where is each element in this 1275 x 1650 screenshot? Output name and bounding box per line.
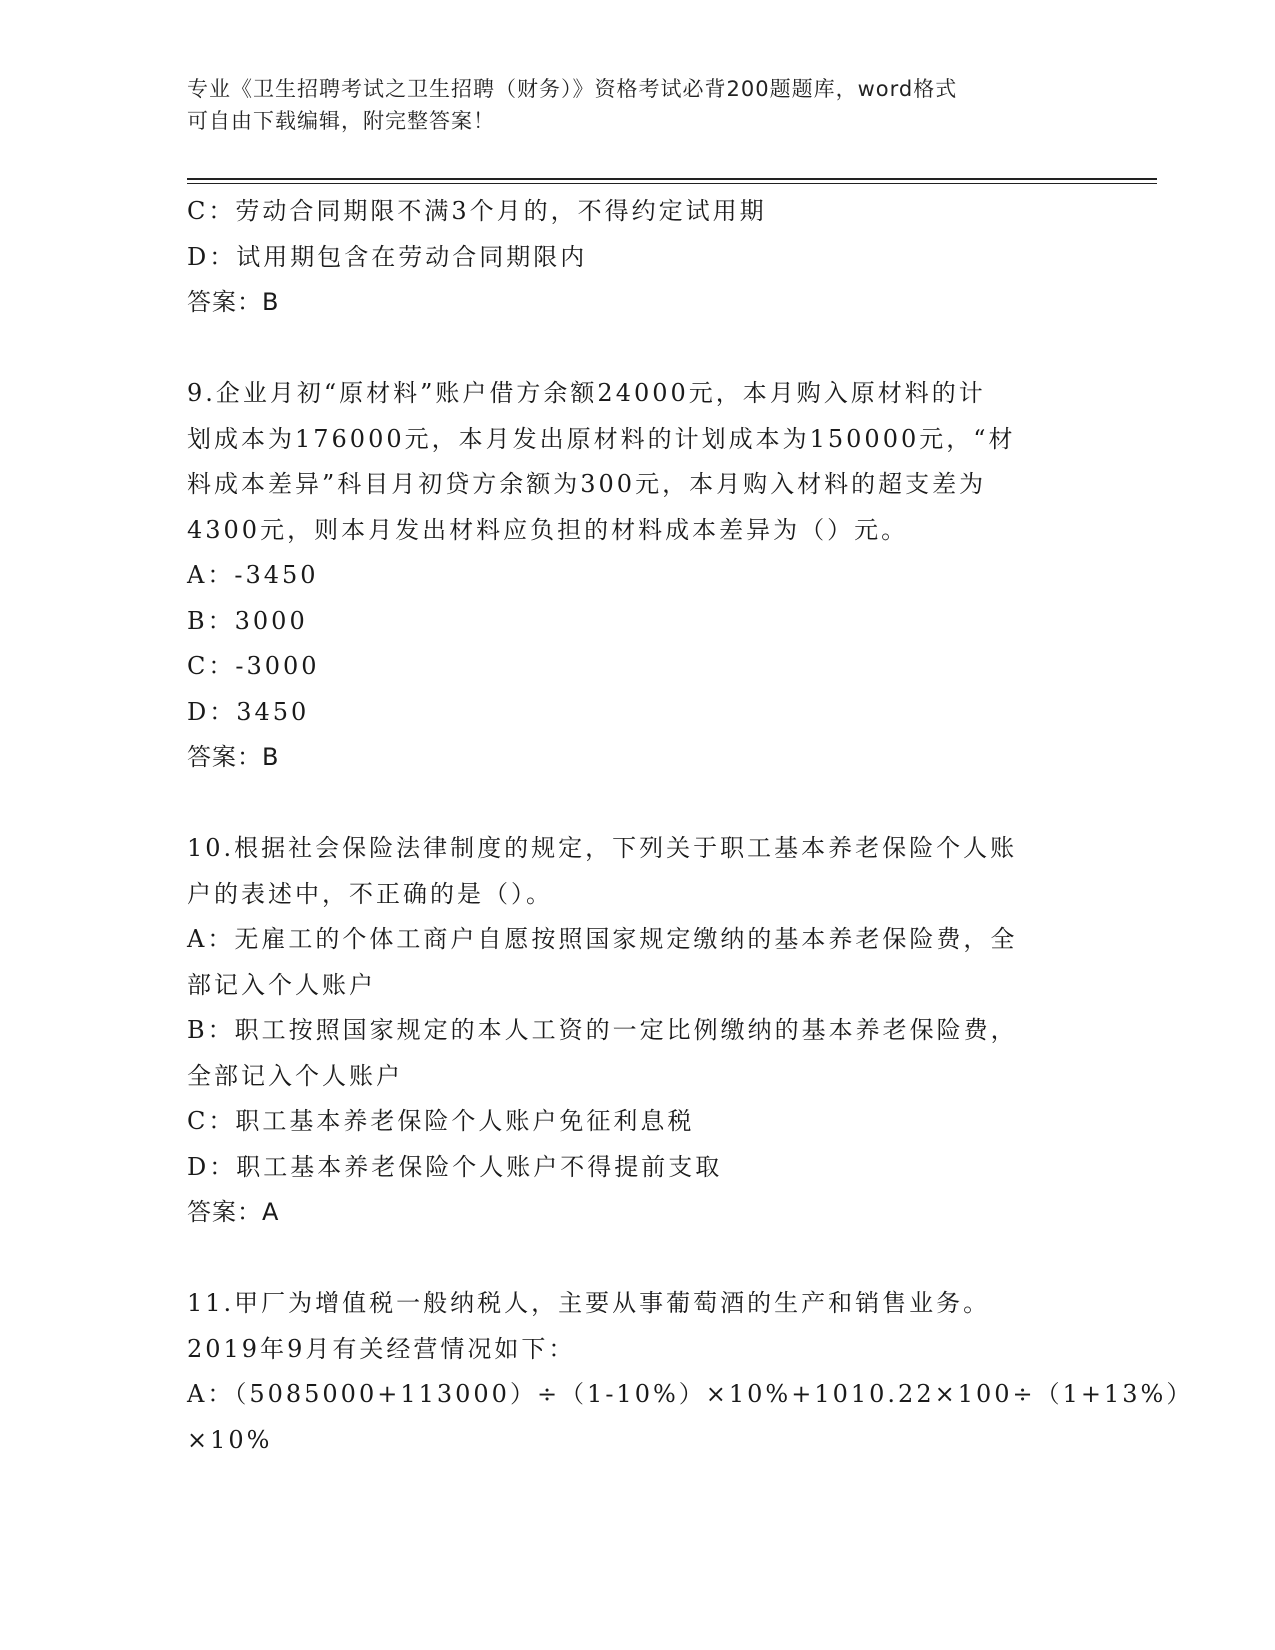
q10-option-d: D：职工基本养老保险个人账户不得提前支取 xyxy=(187,1152,723,1181)
q9-answer: 答案：B xyxy=(187,743,280,771)
spacer xyxy=(187,781,1077,827)
q10-answer: 答案：A xyxy=(187,1198,280,1226)
q11-stem-line: 2019年9月有关经营情况如下： xyxy=(187,1334,576,1363)
header-rule-thick xyxy=(187,178,1157,180)
q10-stem-line: 10.根据社会保险法律制度的规定，下列关于职工基本养老保险个人账 xyxy=(187,834,1018,862)
q11-option-a-line: A：（5085000+113000）÷（1-10%）×10%+1010.22×100÷（1+13%） xyxy=(187,1380,1194,1408)
question-11 xyxy=(187,1281,1194,1463)
q11-option-a-line: ×10% xyxy=(187,1425,273,1454)
q9-stem-line: 4300元，则本月发出材料应负担的材料成本差异为（）元。 xyxy=(187,515,909,544)
q10-option-b-line: 全部记入个人账户 xyxy=(187,1061,403,1090)
q10-option-c: C：职工基本养老保险个人账户免征利息税 xyxy=(187,1107,695,1135)
page-header xyxy=(187,73,1087,137)
question-content xyxy=(187,189,1194,1463)
header-rule-thin xyxy=(187,183,1157,184)
spacer xyxy=(187,1236,1077,1282)
q9-option-b: B：3000 xyxy=(187,606,308,635)
q9-option-c: C：-3000 xyxy=(187,652,320,680)
header-line-1: 专业《卫生招聘考试之卫生招聘（财务）》资格考试必背200题题库，word格式 xyxy=(187,77,958,101)
question-9 xyxy=(187,371,1077,781)
q9-option-d: D：3450 xyxy=(187,697,310,726)
question-10 xyxy=(187,826,1077,1236)
q9-stem-line: 9.企业月初“原材料”账户借方余额24000元，本月购入原材料的计 xyxy=(187,379,986,407)
q8-answer: 答案：B xyxy=(187,288,280,316)
q9-option-a: A：-3450 xyxy=(187,561,319,589)
header-line-2: 可自由下载编辑，附完整答案！ xyxy=(187,109,495,133)
q11-stem-line: 11.甲厂为增值税一般纳税人，主要从事葡萄酒的生产和销售业务。 xyxy=(187,1289,991,1317)
q8-option-c: C：劳动合同期限不满3个月的，不得约定试用期 xyxy=(187,197,767,225)
question-8-tail xyxy=(187,189,1077,326)
q8-option-d: D：试用期包含在劳动合同期限内 xyxy=(187,242,588,271)
q10-option-a-line: A：无雇工的个体工商户自愿按照国家规定缴纳的基本养老保险费，全 xyxy=(187,925,1018,953)
q10-option-a-line: 部记入个人账户 xyxy=(187,970,376,999)
q9-stem-line: 料成本差异”科目月初贷方余额为300元，本月购入材料的超支差为 xyxy=(187,470,987,498)
spacer xyxy=(187,326,1077,372)
q10-stem-line: 户的表述中，不正确的是（）。 xyxy=(187,879,553,908)
q9-stem-line: 划成本为176000元，本月发出原材料的计划成本为150000元，“材 xyxy=(187,424,1016,453)
q10-option-b-line: B：职工按照国家规定的本人工资的一定比例缴纳的基本养老保险费， xyxy=(187,1016,1018,1044)
